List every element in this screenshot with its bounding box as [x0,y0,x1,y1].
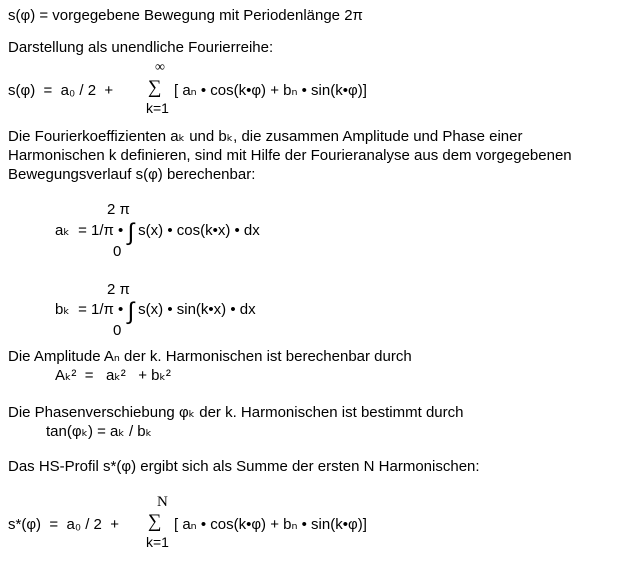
bk-integral-formula [55,298,256,325]
bk-pre-integral: bₖ = 1/π • [55,301,128,318]
phase-caption: Die Phasenverschiebung φₖ der k. Harmonischen ist bestimmt durch [8,404,464,421]
coefficients-paragraph-line1: Die Fourierkoeffizienten aₖ und bₖ, die zusammen Amplitude und Phase einer [8,128,523,145]
series-caption-text: Darstellung als unendliche Fourierreihe: [8,39,274,56]
phase-formula: tan(φₖ) = aₖ / bₖ [46,423,153,440]
ak-pre-integral: aₖ = 1/π • [55,222,128,239]
amplitude-formula: Aₖ² = aₖ² + bₖ² [55,367,171,384]
ak-integral-upper-limit: 2 π [107,201,130,218]
hs-profile-lhs: s*(φ) = a₀ / 2 + [8,516,119,533]
bk-integral-upper-limit: 2 π [107,281,130,298]
sum-upper-limit-N: N [157,494,168,510]
fourier-series-rhs: [ aₙ • cos(k•φ) + bₙ • sin(k•φ)] [174,82,367,99]
integral-sign: ∫ [127,298,135,325]
coefficients-paragraph-line3: Bewegungsverlauf s(φ) berechenbar: [8,166,256,183]
motion-definition-text: s(φ) = vorgegebene Bewegung mit Periodenlänge 2π [8,7,363,24]
ak-integral-formula [55,219,260,246]
hs-profile-rhs: [ aₙ • cos(k•φ) + bₙ • sin(k•φ)] [174,516,367,533]
fourier-series-lhs: s(φ) = a₀ / 2 + [8,82,114,99]
ak-integral-lower-limit: 0 [113,243,122,260]
sigma-symbol: ∑ [148,511,162,532]
coefficients-paragraph-line2: Harmonischen k definieren, sind mit Hilfe der Fourieranalyse aus dem vorgegebenen [8,147,572,164]
sum-upper-limit-infinity: ∞ [155,60,165,75]
amplitude-caption: Die Amplitude Aₙ der k. Harmonischen ist berechenbar durch [8,348,412,365]
bk-post-integral: s(x) • sin(k•x) • dx [134,301,256,318]
bk-integral-lower-limit: 0 [113,322,122,339]
sum-lower-limit: k=1 [146,100,169,116]
integral-sign: ∫ [127,219,135,246]
sigma-symbol: ∑ [148,77,162,98]
sum-lower-limit: k=1 [146,534,169,550]
ak-post-integral: s(x) • cos(k•x) • dx [134,222,260,239]
hs-profile-caption: Das HS-Profil s*(φ) ergibt sich als Summe der ersten N Harmonischen: [8,458,480,475]
